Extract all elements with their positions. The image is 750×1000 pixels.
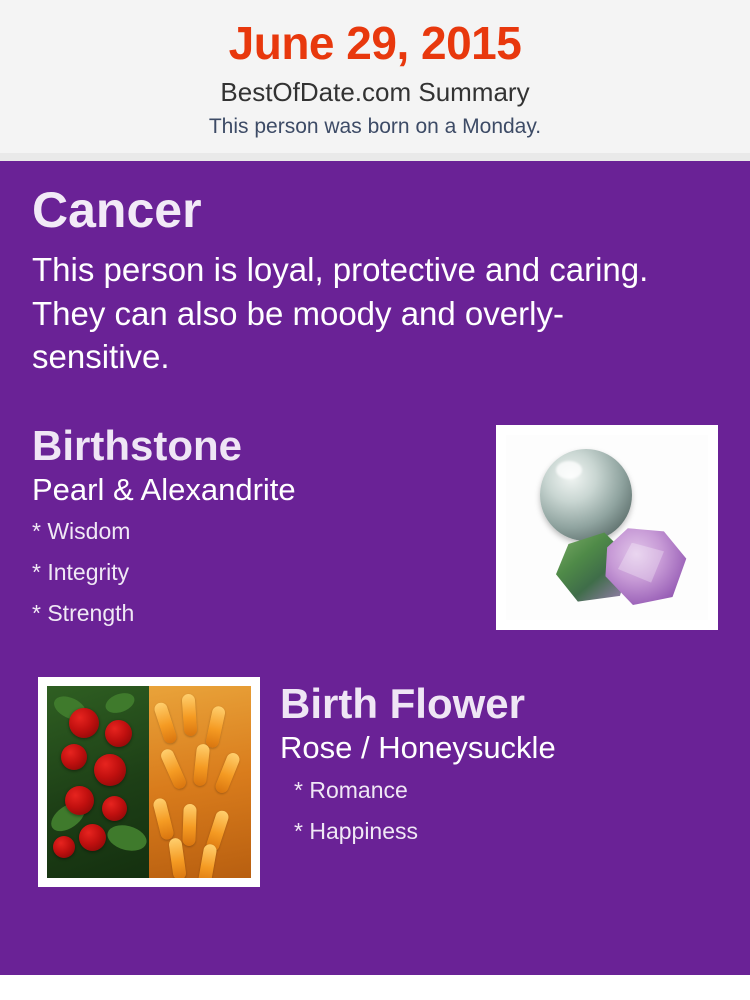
birth-flower-photo-inner bbox=[47, 686, 251, 878]
list-item: * Romance bbox=[294, 777, 408, 804]
birthstone-value: Pearl & Alexandrite bbox=[32, 471, 296, 507]
honeysuckle-bloom-icon bbox=[159, 747, 188, 791]
honeysuckle-bloom-icon bbox=[153, 701, 178, 745]
honeysuckle-bloom-icon bbox=[193, 743, 210, 786]
honeysuckle-bloom-icon bbox=[182, 693, 198, 736]
honeysuckle-bloom-icon bbox=[205, 705, 226, 749]
honeysuckle-bloom-icon bbox=[182, 803, 196, 845]
page-title: June 29, 2015 bbox=[228, 17, 522, 69]
card-header bbox=[0, 0, 750, 153]
list-item: * Happiness bbox=[294, 818, 419, 845]
rose-photo-half bbox=[47, 686, 149, 878]
honeysuckle-bloom-icon bbox=[214, 751, 242, 795]
rose-icon bbox=[102, 796, 127, 821]
rose-icon bbox=[105, 720, 132, 747]
list-item: * Strength bbox=[32, 599, 135, 626]
rose-icon bbox=[79, 824, 106, 851]
birth-flower-traits bbox=[294, 779, 718, 843]
birthstone-section bbox=[32, 423, 718, 625]
list-item: * Integrity bbox=[32, 558, 130, 585]
zodiac-description: This person is loyal, protective and caring. They can also be moody and overly-sensitive. bbox=[32, 250, 649, 376]
rose-icon bbox=[94, 754, 126, 786]
leaf-icon bbox=[105, 821, 149, 855]
birth-flower-text bbox=[280, 677, 718, 844]
zodiac-sign-name: Cancer bbox=[32, 181, 202, 238]
leaf-icon bbox=[103, 689, 137, 716]
card-body bbox=[0, 161, 750, 975]
site-summary-label: BestOfDate.com Summary bbox=[220, 76, 530, 107]
rose-icon bbox=[61, 744, 87, 770]
header-divider bbox=[0, 153, 750, 161]
honeysuckle-bloom-icon bbox=[152, 797, 175, 841]
rose-icon bbox=[53, 836, 75, 858]
birth-day-note: This person was born on a Monday. bbox=[208, 114, 542, 138]
pearl-highlight bbox=[556, 461, 582, 479]
rose-icon bbox=[65, 786, 94, 815]
birth-flower-section bbox=[32, 677, 718, 887]
birth-flower-value: Rose / Honeysuckle bbox=[280, 729, 556, 765]
birth-flower-heading: Birth Flower bbox=[280, 679, 526, 727]
pearl-icon bbox=[540, 449, 632, 541]
list-item: * Wisdom bbox=[32, 517, 131, 544]
birthstone-heading: Birthstone bbox=[32, 421, 242, 469]
birthstone-photo bbox=[496, 425, 718, 630]
honeysuckle-bloom-icon bbox=[197, 843, 217, 878]
rose-icon bbox=[69, 708, 99, 738]
honeysuckle-photo-half bbox=[149, 686, 251, 878]
birthstone-photo-inner bbox=[506, 435, 708, 620]
birth-flower-photo bbox=[38, 677, 260, 887]
